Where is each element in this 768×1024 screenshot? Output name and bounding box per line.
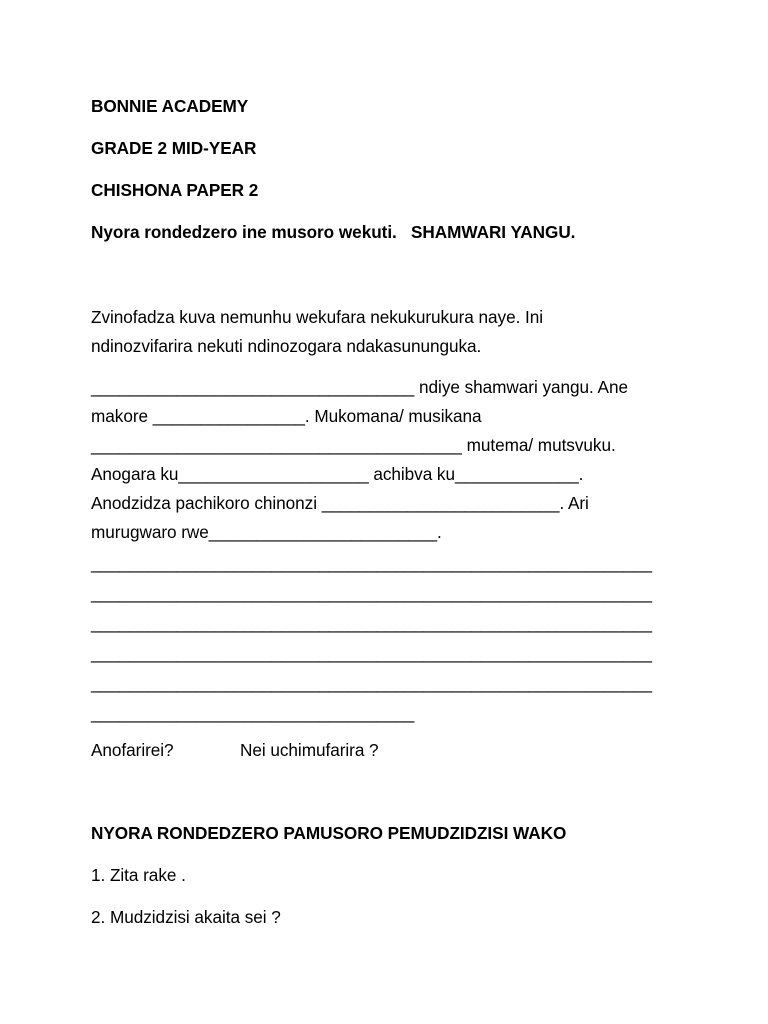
- essay-intro-line: ndinozvifarira nekuti ndinozogara ndakasununguka.: [91, 336, 482, 356]
- list-item: 2. Mudzidzisi akaita sei ?: [91, 907, 281, 927]
- fill-in-line: _______________________________________ mutema/ mutsvuku.: [91, 435, 616, 455]
- grade-title: GRADE 2 MID-YEAR: [91, 138, 257, 158]
- question-likes: Anofarirei?: [91, 740, 174, 760]
- fill-in-line: murugwaro rwe________________________.: [91, 522, 442, 542]
- section-heading: NYORA RONDEDZERO PAMUSORO PEMUDZIDZISI WAKO: [91, 823, 567, 843]
- fill-in-line: makore ________________. Mukomana/ musikana: [91, 406, 482, 426]
- writing-blank-line: ___________________________________________________________: [91, 553, 653, 573]
- fill-in-line: __________________________________ ndiye shamwari yangu. Ane: [91, 377, 628, 397]
- writing-blank-line: ___________________________________________________________: [91, 613, 653, 633]
- essay-intro-line: Zvinofadza kuva nemunhu wekufara nekukurukura naye. Ini: [91, 307, 544, 327]
- writing-blank-line: ___________________________________________________________: [91, 583, 653, 603]
- writing-blank-line: ___________________________________________________________: [91, 673, 653, 693]
- fill-in-line: Anodzidza pachikoro chinonzi _________________________. Ari: [91, 493, 589, 513]
- fill-in-line: Anogara ku____________________ achibva ku_____________.: [91, 464, 584, 484]
- question-why: Nei uchimufarira ?: [240, 740, 379, 760]
- writing-blank-line: ___________________________________________________________: [91, 643, 653, 663]
- paper-title: CHISHONA PAPER 2: [91, 180, 259, 200]
- list-item: 1. Zita rake .: [91, 865, 186, 885]
- essay-instruction: Nyora rondedzero ine musoro wekuti. SHAMWARI YANGU.: [91, 222, 576, 242]
- school-name: BONNIE ACADEMY: [91, 96, 249, 116]
- writing-short-blank-line: __________________________________: [91, 703, 415, 723]
